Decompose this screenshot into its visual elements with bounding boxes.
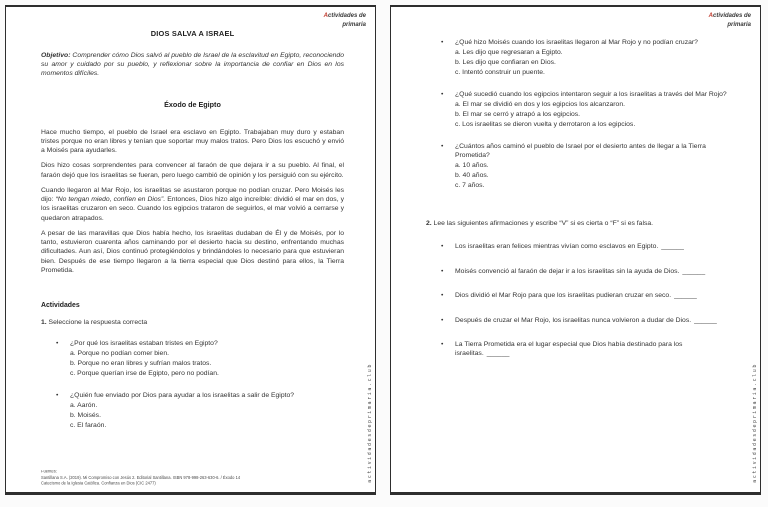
task-1-instruction bbox=[41, 319, 344, 326]
option-a: a. Les dijo que regresaran a Egipto. bbox=[455, 48, 563, 56]
brand-logo bbox=[709, 12, 751, 31]
bullet-icon bbox=[441, 291, 455, 300]
brand-line-1 bbox=[324, 12, 366, 21]
option-b: b. El mar se cerró y atrapó a los egipcios. bbox=[455, 110, 581, 118]
website-watermark: actividadesdeprimaria.club bbox=[752, 363, 758, 483]
bullet-icon bbox=[441, 267, 455, 276]
source-line-2: Catecismo de la Iglesia Católica. Confianza en Dios (CIC 2477) bbox=[41, 481, 156, 486]
worksheet-page-1 bbox=[5, 5, 376, 495]
question-item bbox=[41, 391, 344, 430]
bullet-icon bbox=[441, 90, 455, 129]
worksheet-page-2 bbox=[390, 5, 761, 495]
task-2-text: Lee las siguientes afirmaciones y escribe “V” si es cierta o “F” si es falsa. bbox=[431, 220, 654, 228]
brand-line-2: primaria bbox=[727, 22, 751, 29]
task-2-number: 2. bbox=[426, 220, 432, 228]
statement-item bbox=[426, 316, 729, 325]
option-c: c. 7 años. bbox=[455, 182, 485, 189]
question-text: ¿Qué sucedió cuando los egipcios intentaron seguir a los israelitas a través del Mar Rojo? bbox=[455, 91, 727, 98]
option-c: c. Intentó construir un puente. bbox=[455, 68, 545, 76]
statement-item bbox=[426, 267, 729, 276]
bullet-icon bbox=[441, 316, 455, 325]
question-text: ¿Qué hizo Moisés cuando los israelitas llegaron al Mar Rojo y no podían cruzar? bbox=[455, 39, 698, 46]
paragraph-3-text: Cuando llegaron al Mar Rojo, los israelitas se asustaron porque no podían cruzar. Pero Moisés les dijo: bbox=[41, 186, 344, 204]
option-b: b. Porque no eran libres y sufrían malos tratos. bbox=[70, 359, 212, 367]
brand-line1-rest: ctividades de bbox=[712, 13, 751, 19]
answer-blank: ______ bbox=[694, 316, 717, 324]
statement-text: Dios dividió el Mar Rojo para que los israelitas pudieran cruzar en seco. bbox=[455, 292, 672, 300]
statement-text: Los israelitas eran felices mientras vivían como esclavos en Egipto. bbox=[455, 243, 659, 251]
statement-item bbox=[426, 340, 729, 359]
sources-label: Fuentes: bbox=[41, 469, 57, 475]
statement-text: Moisés convenció al faraón de dejar ir a los israelitas sin la ayuda de Dios. bbox=[455, 267, 680, 275]
bullet-icon bbox=[441, 142, 455, 190]
option-c: c. Los israelitas se dieron vuelta y derrotaron a los egipcios. bbox=[455, 120, 636, 128]
objective-text: Comprender cómo Dios salvó al pueblo de Israel de la esclavitud en Egipto, reconociendo su amor y cuidado por su pueblo, y reflexionar sobre la importancia de confiar en Dios en los momentos difíciles. bbox=[41, 52, 344, 78]
option-a: a. 10 años. bbox=[455, 162, 489, 170]
question-text: ¿Por qué los israelitas estaban tristes en Egipto? bbox=[70, 339, 218, 347]
section-title: Éxodo de Egipto bbox=[164, 99, 221, 109]
question-text: ¿Cuántos años caminó el pueblo de Israel por el desierto antes de llegar a la Tierra Prometida? bbox=[455, 143, 706, 160]
brand-line1-rest: ctividades de bbox=[327, 13, 366, 19]
story-paragraph-1: Hace mucho tiempo, el pueblo de Israel era esclavo en Egipto. Trabajaban muy duro y estaban tristes porque no eran libres y tenían que soportar muy malos tratos. Pero Dios los escuchó y envió a Moisés para ayudarles. bbox=[41, 128, 344, 155]
answer-blank: ______ bbox=[674, 292, 697, 300]
answer-blank: ______ bbox=[682, 267, 706, 275]
option-c: c. El faraón. bbox=[70, 421, 107, 429]
option-a: a. Aarón. bbox=[70, 401, 98, 409]
option-a: a. El mar se dividió en dos y los egipcios los alcanzaron. bbox=[455, 100, 626, 108]
question-item bbox=[426, 90, 729, 129]
bullet-icon bbox=[441, 340, 455, 359]
task-1-number: 1. bbox=[41, 318, 47, 326]
question-item bbox=[426, 38, 729, 77]
option-c: c. Porque querían irse de Egipto, pero no podían. bbox=[70, 369, 219, 377]
option-a: a. Porque no podían comer bien. bbox=[70, 349, 169, 357]
brand-line-2: primaria bbox=[342, 22, 366, 29]
option-b: b. Moisés. bbox=[70, 411, 101, 419]
document-title: DIOS SALVA A ISRAEL bbox=[150, 29, 235, 38]
question-text: ¿Quién fue enviado por Dios para ayudar a los israelitas a salir de Egipto? bbox=[70, 391, 295, 399]
story-paragraph-3 bbox=[41, 186, 344, 223]
brand-line-1 bbox=[709, 12, 751, 21]
statement-item bbox=[426, 242, 729, 251]
sources-footer bbox=[41, 469, 367, 487]
bullet-icon bbox=[56, 339, 70, 378]
task-1-text: Seleccione la respuesta correcta bbox=[46, 318, 148, 326]
answer-blank: ______ bbox=[661, 243, 684, 251]
website-watermark: actividadesdeprimaria.club bbox=[367, 363, 373, 483]
activities-heading: Actividades bbox=[41, 301, 80, 309]
question-item bbox=[41, 339, 344, 378]
story-paragraph-2: Dios hizo cosas sorprendentes para convencer al faraón de que dejara ir a su pueblo. Al final, el faraón dejó que los israelitas se fueran, pero luego cambió de opinión y los persiguió con su ejército. bbox=[41, 162, 344, 179]
moses-quote: “No tengan miedo, confíen en Dios”. bbox=[55, 196, 166, 204]
answer-blank: ______ bbox=[486, 350, 510, 358]
paragraph-3-continuation: Entonces, Dios hizo algo increíble: dividió el mar en dos, y los israelitas cruzaron en seco. Cuando los egipcios trataron de seguirlos, el mar volvió a cerrarse y quedaron atrapados. bbox=[41, 196, 344, 222]
bullet-icon bbox=[56, 391, 70, 430]
statement-item bbox=[426, 291, 729, 300]
task-2-instruction bbox=[426, 220, 729, 227]
brand-accent-letter: A bbox=[323, 13, 328, 19]
brand-accent-letter: A bbox=[708, 13, 713, 19]
statement-text: Después de cruzar el Mar Rojo, los israelitas nunca volvieron a dudar de Dios. bbox=[455, 316, 692, 324]
option-b: b. Les dijo que confiaran en Dios. bbox=[455, 58, 556, 66]
statement-text: La Tierra Prometida era el lugar especial que Dios había destinado para los israelitas. bbox=[455, 340, 683, 358]
source-line-1: Santillana S.A. (2019). Mi Compromiso con Jesús 2. Editorial Santillana. ISBN 978-998-263-630-6. / Éxodo 14 bbox=[41, 475, 241, 480]
objective-label: Objetivo: bbox=[41, 52, 71, 59]
question-item bbox=[426, 142, 729, 190]
objective-paragraph bbox=[41, 51, 344, 79]
bullet-icon bbox=[441, 242, 455, 251]
brand-logo bbox=[324, 12, 366, 31]
bullet-icon bbox=[441, 38, 455, 77]
option-b: b. 40 años. bbox=[455, 172, 489, 180]
story-paragraph-4: A pesar de las maravillas que Dios había hecho, los israelitas dudaban de Él y de Moisés, por lo tanto, estuvieron cuarenta años caminando por el desierto hacia su destino, enfrentando muchas dificultades. Aun así, Dios continuó protegiéndolos y brindándoles lo necesario para que estuvieran bien. Después de ese tiempo llegaron a la tierra especial que Dios destinó para ellos, la Tierra Prometida. bbox=[41, 229, 344, 274]
